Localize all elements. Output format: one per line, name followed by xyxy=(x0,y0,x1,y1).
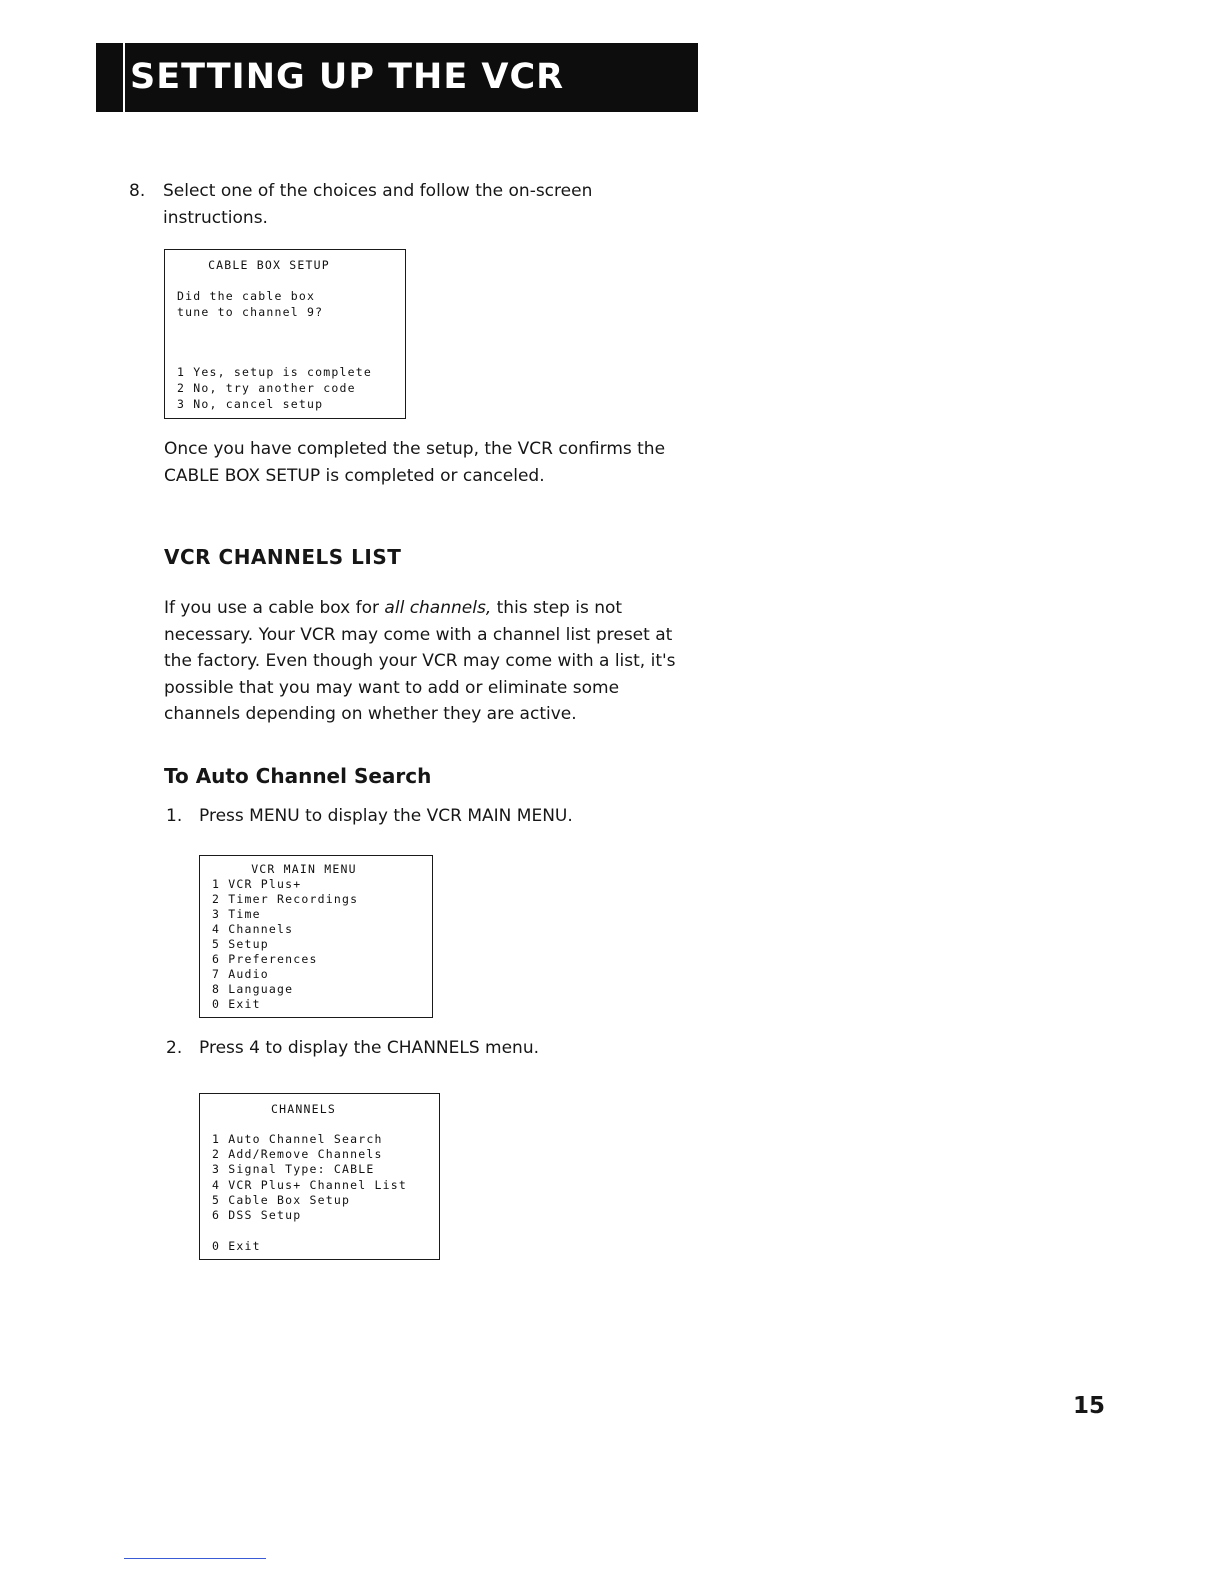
step-text: Press 4 to display the CHANNELS menu. xyxy=(199,1038,539,1058)
screen-text: Did the cable box xyxy=(177,289,316,303)
step-text: Select one of the choices and follow the on-screen instructions. xyxy=(163,181,593,228)
header-rule xyxy=(123,43,125,112)
menu-item: 6 Preferences xyxy=(212,952,318,966)
menu-item: 7 Audio xyxy=(212,967,269,981)
step-number: 8. xyxy=(129,181,146,201)
screen-title: VCR MAIN MENU xyxy=(251,862,357,876)
intro-text: If you use a cable box for xyxy=(164,598,385,618)
chapter-header-bar xyxy=(96,43,698,112)
menu-item: 3 Signal Type: CABLE xyxy=(212,1162,375,1176)
subheading: To Auto Channel Search xyxy=(164,764,432,788)
confirm-paragraph: Once you have completed the setup, the VCR confirms the CABLE BOX SETUP is completed or canceled. xyxy=(164,439,666,486)
intro-paragraph xyxy=(164,595,694,728)
menu-item: 5 Setup xyxy=(212,937,269,951)
chapter-title: SETTING UP THE VCR xyxy=(130,57,565,97)
screen-text: tune to channel 9? xyxy=(177,305,324,319)
menu-item: 0 Exit xyxy=(212,997,261,1011)
page-number: 15 xyxy=(1073,1393,1106,1419)
section-heading: VCR CHANNELS LIST xyxy=(164,545,402,569)
menu-item: 1 Auto Channel Search xyxy=(212,1132,383,1146)
menu-item: 1 VCR Plus+ xyxy=(212,877,302,891)
intro-text: this step is not necessary. Your VCR may come with a channel list preset at the factory. Even though your VCR may come with a list, it's possible that you may want to add or eliminate some channels depending on whether they are active. xyxy=(164,598,676,724)
menu-item: 5 Cable Box Setup xyxy=(212,1193,351,1207)
screen-title: CHANNELS xyxy=(271,1102,336,1116)
footer-rule xyxy=(124,1558,266,1559)
menu-item: 8 Language xyxy=(212,982,294,996)
cable-box-setup-screen xyxy=(164,249,406,419)
menu-item: 0 Exit xyxy=(212,1239,261,1253)
step-number: 2. xyxy=(166,1038,183,1058)
menu-option: 2 No, try another code xyxy=(177,381,356,395)
step-text: Press MENU to display the VCR MAIN MENU. xyxy=(199,806,573,826)
menu-item: 4 VCR Plus+ Channel List xyxy=(212,1178,407,1192)
step-number: 1. xyxy=(166,806,183,826)
vcr-main-menu-screen xyxy=(199,855,433,1018)
menu-option: 1 Yes, setup is complete xyxy=(177,365,372,379)
menu-item: 2 Add/Remove Channels xyxy=(212,1147,383,1161)
channels-screen xyxy=(199,1093,440,1260)
menu-item: 6 DSS Setup xyxy=(212,1208,302,1222)
screen-title: CABLE BOX SETUP xyxy=(208,258,330,272)
menu-option: 3 No, cancel setup xyxy=(177,397,324,411)
menu-item: 3 Time xyxy=(212,907,261,921)
menu-item: 4 Channels xyxy=(212,922,294,936)
menu-item: 2 Timer Recordings xyxy=(212,892,359,906)
intro-emphasis: all channels, xyxy=(384,598,492,618)
